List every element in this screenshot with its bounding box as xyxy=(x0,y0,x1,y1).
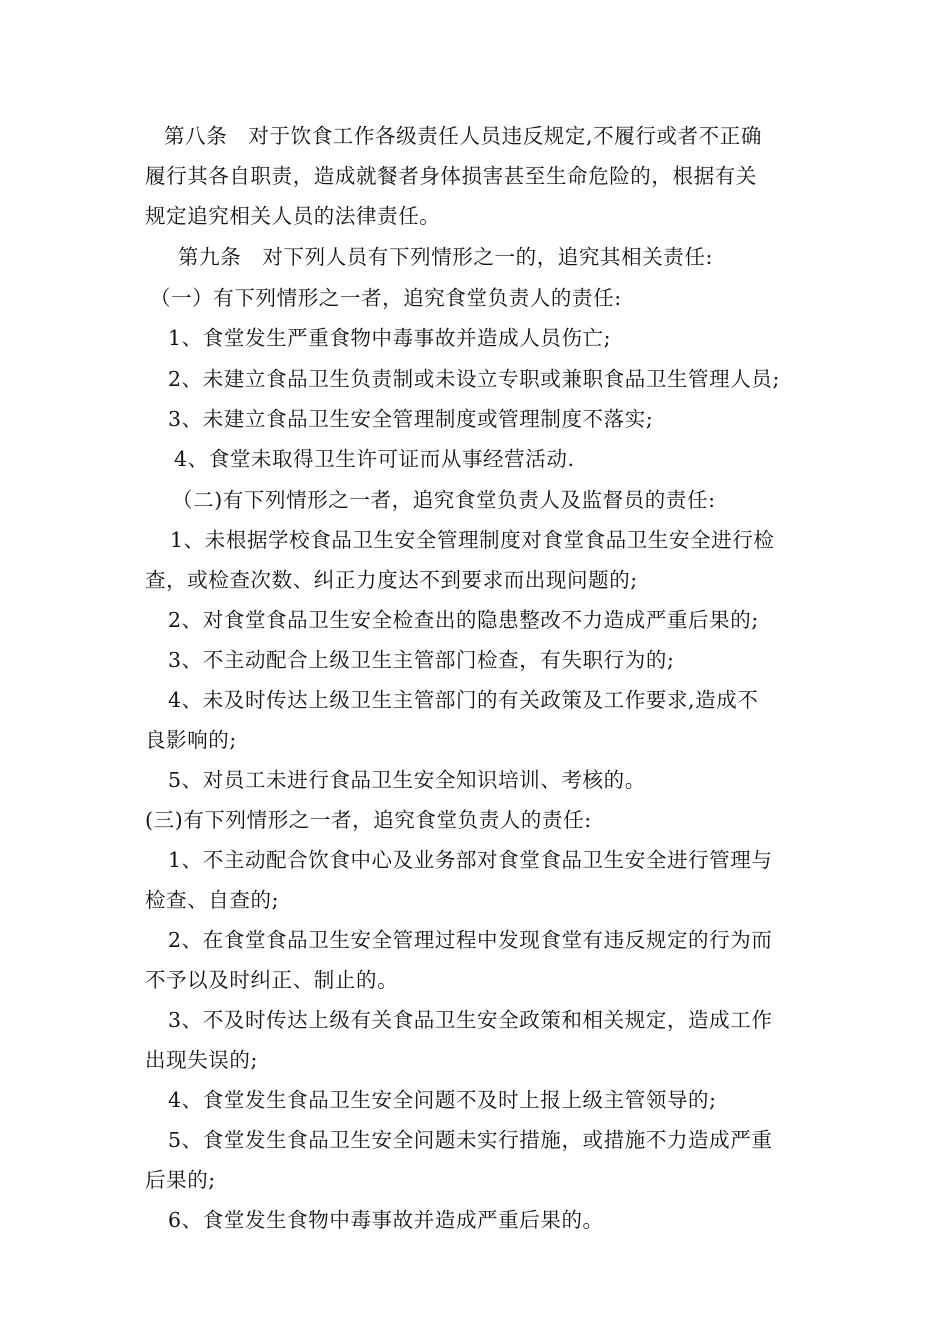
section-1-heading: （一）有下列情形之一者，追究食堂负责人的责任: xyxy=(150,286,622,310)
section-2-heading: （二)有下列情形之一者，追究食堂负责人及监督员的责任: xyxy=(172,488,716,512)
section-3-item-5-line-2: 后果的; xyxy=(145,1168,216,1192)
section-2-item-5: 5、对员工未进行食品卫生安全知识培训、考核的。 xyxy=(168,768,646,792)
article-8-line-1: 第八条 对于饮食工作各级责任人员违反规定,不履行或者不正确 xyxy=(164,124,762,148)
section-2-item-3: 3、不主动配合上级卫生主管部门检查，有失职行为的; xyxy=(168,648,675,672)
section-3-item-6: 6、食堂发生食物中毒事故并造成严重后果的。 xyxy=(168,1208,604,1232)
section-3-item-2-line-2: 不予以及时纠正、制止的。 xyxy=(145,968,399,992)
section-3-item-5-line-1: 5、食堂发生食品卫生安全问题未实行措施，或措施不力造成严重 xyxy=(168,1128,773,1152)
section-3-heading: (三)有下列情形之一者，追究食堂负责人的责任: xyxy=(145,808,592,832)
section-1-item-4: 4、食堂未取得卫生许可证而从事经营活动. xyxy=(174,447,575,471)
section-1-item-1: 1、食堂发生严重食物中毒事故并造成人员伤亡; xyxy=(168,326,612,350)
article-9-heading: 第九条 对下列人员有下列情形之一的，追究其相关责任: xyxy=(178,245,714,269)
section-2-item-1-line-1: 1、未根据学校食品卫生安全管理制度对食堂食品卫生安全进行检 xyxy=(170,528,775,552)
section-3-item-3-line-2: 出现失误的; xyxy=(145,1048,259,1072)
article-8-line-2: 履行其各自职责，造成就餐者身体损害甚至生命危险的，根据有关 xyxy=(145,164,757,188)
section-2-item-2: 2、对食堂食品卫生安全检查出的隐患整改不力造成严重后果的; xyxy=(168,608,759,632)
section-3-item-1-line-1: 1、不主动配合饮食中心及业务部对食堂食品卫生安全进行管理与 xyxy=(168,848,773,872)
section-1-item-2: 2、未建立食品卫生负责制或未设立专职或兼职食品卫生管理人员; xyxy=(168,367,780,391)
section-2-item-4-line-2: 良影响的; xyxy=(145,728,237,752)
section-3-item-1-line-2: 检查、自查的; xyxy=(145,888,280,912)
section-2-item-4-line-1: 4、未及时传达上级卫生主管部门的有关政策及工作要求,造成不 xyxy=(168,688,759,712)
section-3-item-4: 4、食堂发生食品卫生安全问题不及时上报上级主管领导的; xyxy=(168,1088,717,1112)
section-1-item-3: 3、未建立食品卫生安全管理制度或管理制度不落实; xyxy=(168,407,654,431)
section-3-item-2-line-1: 2、在食堂食品卫生安全管理过程中发现食堂有违反规定的行为而 xyxy=(168,928,773,952)
section-3-item-3-line-1: 3、不及时传达上级有关食品卫生安全政策和相关规定，造成工作 xyxy=(168,1008,773,1032)
section-2-item-1-line-2: 查，或检查次数、纠正力度达不到要求而出现问题的; xyxy=(145,568,638,592)
article-8-line-3: 规定追究相关人员的法律责任。 xyxy=(145,204,441,228)
